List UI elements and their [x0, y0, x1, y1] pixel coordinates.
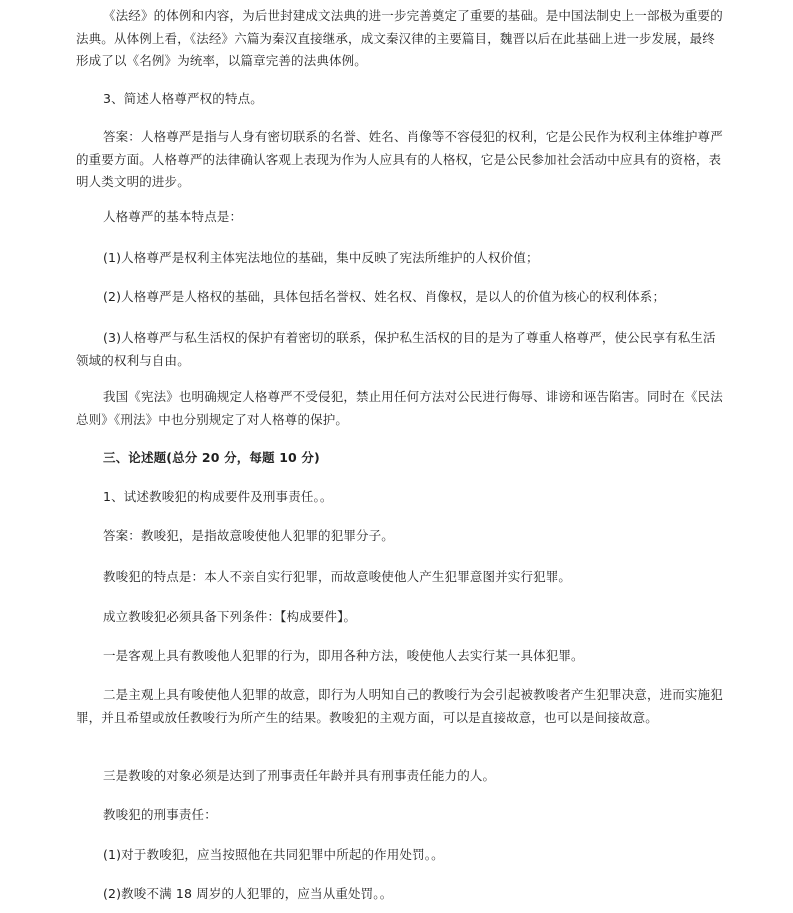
instigator-condition-2: 二是主观上具有唆使他人犯罪的故意，即行为人明知自己的教唆行为会引起被教唆者产生犯罪决意，进而实施犯罪，并且希望或放任教唆行为所产生的结果。教唆犯的主观方面，可以是直接故意，也可以是间接故意。	[76, 687, 723, 725]
question-1-heading: 1、试述教唆犯的构成要件及刑事责任。。	[103, 489, 333, 504]
section-3-heading: 三、论述题(总分 20 分，每题 10 分)	[103, 450, 320, 465]
dignity-feature-2: (2)人格尊严是人格权的基础，具体包括名誉权、姓名权、肖像权，是以人的价值为核心的权利体系；	[103, 289, 666, 304]
instigator-liability-2: (2)教唆不满 18 周岁的人犯罪的，应当从重处罚。。	[103, 886, 393, 901]
instigator-characteristics: 教唆犯的特点是：本人不亲自实行犯罪，而故意唆使他人产生犯罪意图并实行犯罪。	[103, 569, 572, 584]
instigator-condition-1: 一是客观上具有教唆他人犯罪的行为，即用各种方法，唆使他人去实行某一具体犯罪。	[103, 648, 584, 663]
answer-1-definition: 答案：教唆犯，是指故意唆使他人犯罪的犯罪分子。	[103, 528, 394, 543]
dignity-feature-1: (1)人格尊严是权利主体宪法地位的基础，集中反映了宪法所维护的人权价值；	[103, 250, 539, 265]
instigator-condition-3: 三是教唆的对象必须是达到了刑事责任年龄并具有刑事责任能力的人。	[103, 768, 496, 783]
instigator-conditions-intro: 成立教唆犯必须具备下列条件：【构成要件】。	[103, 609, 357, 624]
answer-3-paragraph: 答案：人格尊严是指与人身有密切联系的名誉、姓名、肖像等不容侵犯的权利，它是公民作为权利主体维护尊严的重要方面。人格尊严的法律确认客观上表现为作为人应具有的人格权，它是公民参加社会活动中应具有的资格，表明人类文明的进步。	[76, 129, 723, 189]
paragraph-fajing-influence: 《法经》的体例和内容，为后世封建成文法典的进一步完善奠定了重要的基础。是中国法制史上一部极为重要的法典。从体例上看，《法经》六篇为秦汉直接继承，成文秦汉律的主要篇目，魏晋以后在此基础上进一步发展，最终形成了以《名例》为统率，以篇章完善的法典体例。	[76, 8, 723, 68]
instigator-liability-1: (1)对于教唆犯，应当按照他在共同犯罪中所起的作用处罚。。	[103, 847, 444, 862]
dignity-feature-3: (3)人格尊严与私生活权的保护有着密切的联系，保护私生活权的目的是为了尊重人格尊严，使公民享有私生活领域的权利与自由。	[76, 330, 716, 368]
question-3-heading: 3、简述人格尊严权的特点。	[103, 91, 263, 106]
constitution-dignity-paragraph: 我国《宪法》也明确规定人格尊严不受侵犯，禁止用任何方法对公民进行侮辱、诽谤和诬告陷害。同时在《民法总则》《刑法》中也分别规定了对人格尊的保护。	[76, 389, 723, 427]
instigator-liability-heading: 教唆犯的刑事责任：	[103, 807, 217, 822]
dignity-features-intro: 人格尊严的基本特点是：	[103, 209, 243, 224]
